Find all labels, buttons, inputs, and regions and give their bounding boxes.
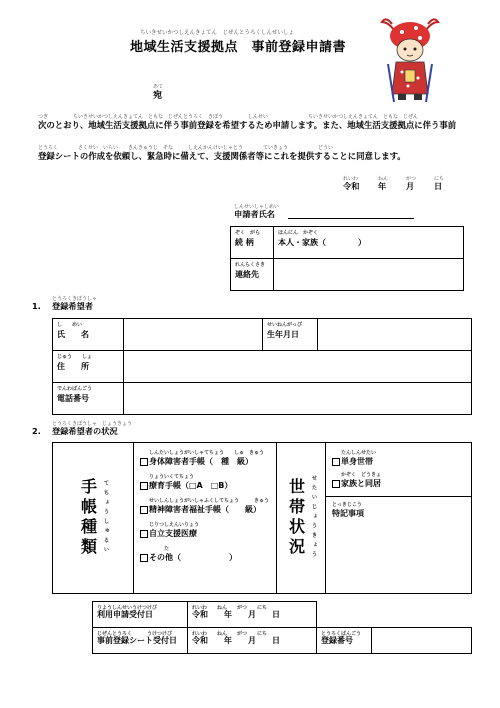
checkbox[interactable] [140,458,148,466]
relation-value: 本人・家族（ ） [278,238,366,247]
section2-number: 2. [32,426,41,436]
date-day: 日 [434,181,443,191]
option-rehab-label: 療育手帳（□A □B） [149,481,233,490]
section1-number: 1. [32,301,41,311]
notes-ruby: とっきじこう [332,502,362,508]
sheet-date-value: 令和 年 月 日 [192,636,280,645]
date-era-ruby: れいわ [343,176,359,182]
birth-field[interactable] [318,319,472,351]
date-month: 月 [406,181,415,191]
page-title: 地域生活支援拠点 事前登録申請書 [130,40,347,55]
section2-table [52,442,472,594]
address-label: 住 所 [57,362,89,371]
usage-date-ruby: りようしんせいうけつけび [97,605,158,611]
intro-line1-ruby: つぎ ちいきせいかつしえんきょてん ともな じぜんとうろく きぼう しんせい ちいきせいかつしえんきょてん ともな じぜん [38,114,419,120]
household-single[interactable] [332,447,465,469]
household-family[interactable] [332,469,465,491]
sheet-date-field[interactable] [188,628,317,654]
phone-label: 電話番号 [57,394,89,403]
section1-table [52,318,472,415]
name-field[interactable] [124,319,263,351]
option-rehab-ruby: りょういくてちょう [149,474,195,480]
address-ruby: じゅう しょ [57,354,93,360]
section1-title: 登録希望者 [52,301,93,311]
option-mental-ruby: せいしんしょうがいしゃふくしてちょう きゅう [149,498,270,504]
handbook-ruby: てちょうしゅるい [102,480,109,556]
intro-line2: 登録シートの作成を依頼し、緊急時に備えて、支援関係者等にこれを提供することに同意します。 [38,151,406,161]
phone-ruby: でんわばんごう [57,386,93,392]
relation-value-ruby: ほんにん かぞく [278,230,319,236]
reg-no-field[interactable] [372,628,472,654]
option-physical-ruby: しんたいしょうがいしゃてちょう しゅ きゅう [149,450,265,456]
checkbox[interactable] [332,458,340,466]
option-physical-label: 身体障害者手帳（ 種 級） [149,457,253,466]
option-mental[interactable] [140,495,270,519]
section2-title-ruby: とうろくきぼうしゃ じょうきょう [52,421,133,427]
checkbox[interactable] [140,482,148,490]
office-table [92,601,472,654]
option-medical-ruby: じりつしえんいりょう [149,522,200,528]
sheet-date-ruby: じぜんとうろく うけつけび [97,631,173,637]
handbook-heading: 手帳種類 [78,478,98,558]
option-other-ruby: た [164,546,170,552]
household-single-ruby: たんしんせたい [341,450,377,456]
date-month-ruby: がつ [406,176,417,182]
option-medical[interactable] [140,519,270,543]
date-era: 令和 [343,181,360,191]
handbook-options [134,443,277,594]
title-ruby: ちいきせいかつしえんきょてん じぜんとうろくしんせいしょ [140,30,295,36]
usage-date-value-ruby: れいわ ねん がつ にち [192,605,268,611]
contact-ruby: れんらくさき [235,262,266,268]
intro-line1: 次のとおり、地域生活支援拠点に伴う事前登録を希望するため申請します。また、地域生活支援拠点に伴う事前 [38,120,457,130]
name-ruby: し めい [57,322,83,328]
option-medical-label: 自立支援医療 [149,529,197,538]
usage-date-value: 令和 年 月 日 [192,610,280,619]
birth-label: 生年月日 [267,330,299,339]
reg-no-ruby: とうろくばんごう [321,631,362,637]
applicant-name-field[interactable] [288,218,414,219]
date-day-ruby: にち [434,176,445,182]
checkbox[interactable] [332,480,340,488]
option-mental-label: 精神障害者福祉手帳（ 級） [149,505,261,514]
name-label: 氏 名 [57,330,89,339]
checkbox[interactable] [140,554,148,562]
relation-label: 続 柄 [235,238,254,247]
contact-label: 連絡先 [235,270,259,279]
notes-field[interactable] [326,497,471,593]
option-rehab[interactable] [140,471,270,495]
notes-label: 特記事項 [332,509,364,518]
sheet-date-value-ruby: れいわ ねん がつ にち [192,631,268,637]
contact-field[interactable] [274,259,464,291]
relation-field[interactable] [274,227,464,259]
household-single-label: 単身世帯 [341,457,373,466]
household-family-ruby: かぞく どうきょ [341,472,382,478]
household-family-label: 家族と同居 [341,479,381,488]
applicant-name-label: 申請者氏名 [234,209,275,219]
mascot-character-icon [380,14,440,104]
household-heading: 世帯状況 [286,478,306,558]
addressee-ruby: あて [153,84,164,90]
checkbox[interactable] [140,506,148,514]
option-physical[interactable] [140,447,270,471]
applicant-name-ruby: しんせいしゃしめい [234,204,280,210]
address-field[interactable] [124,351,472,383]
section2-title: 登録希望者の状況 [52,426,118,436]
usage-date-field[interactable] [188,602,317,628]
section1-title-ruby: とうろくきぼうしゃ [52,296,98,302]
phone-field[interactable] [124,383,472,415]
relation-ruby: ぞく がら [235,230,261,236]
checkbox[interactable] [140,530,148,538]
sheet-date-label: 事前登録シート受付日 [97,636,177,645]
option-other-label: その他（ ） [149,553,237,562]
household-ruby: せたいじょうきょう [310,475,317,561]
option-other[interactable] [140,543,270,567]
date-year: 年 [378,181,387,191]
usage-date-label: 利用申請受付日 [97,610,153,619]
reg-no-label: 登録番号 [321,636,353,645]
intro-line2-ruby: とうろく さくせい いらい きんきゅうじ そな しえんかんけいしゃとう ていきょう どうい [38,145,334,151]
applicant-table [230,226,464,291]
birth-ruby: せいねんがっぴ [267,322,303,328]
addressee: 宛 [153,91,163,101]
date-year-ruby: ねん [378,176,389,182]
